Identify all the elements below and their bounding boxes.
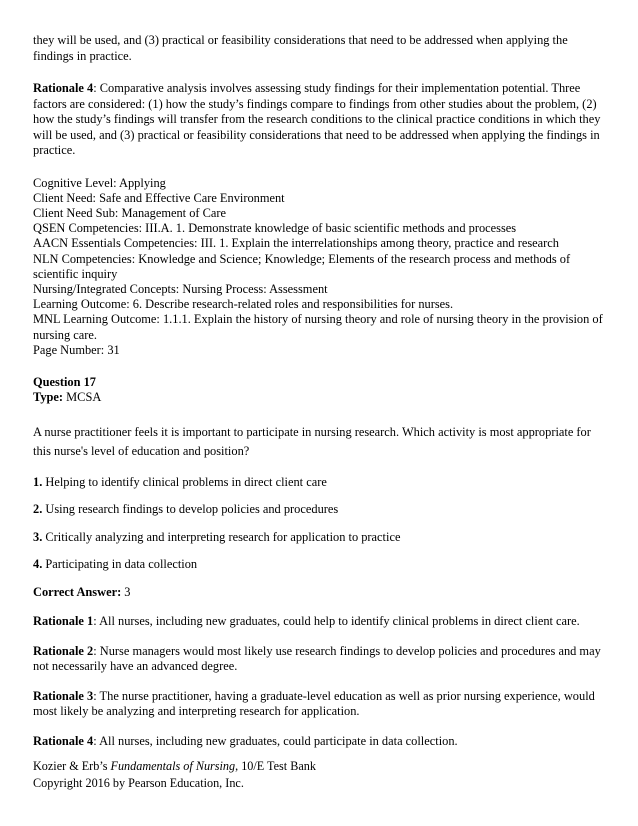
page-footer — [33, 758, 608, 792]
meta-client-need-sub: Client Need Sub: Management of Care — [33, 205, 227, 220]
footer-copyright: Copyright 2016 by Pearson Education, Inc. — [33, 776, 244, 790]
answer-options — [33, 475, 608, 573]
question-type — [33, 390, 608, 406]
answer-option-2: 2. Using research findings to develop policies and procedures — [33, 502, 339, 517]
previous-rationale-4 — [33, 81, 608, 159]
rationale-3: Rationale 3: The nurse practitioner, having a graduate-level education as well as prior nursing experience, would most likely be analyzing and interpreting research for application. — [33, 688, 595, 719]
answer-option-4: 4. Participating in data collection — [33, 557, 198, 572]
meta-nursing-concepts: Nursing/Integrated Concepts: Nursing Process: Assessment — [33, 281, 328, 296]
question-metadata — [33, 176, 608, 358]
rationale-4: Rationale 4: All nurses, including new graduates, could participate in data collection. — [33, 733, 458, 748]
question-stem: A nurse practitioner feels it is important to participate in nursing research. Which activity is most appropriate for this nurse's level of education and position? — [33, 424, 591, 458]
meta-learning-outcome: Learning Outcome: 6. Describe research-related roles and responsibilities for nurses. — [33, 297, 454, 312]
meta-mnl-outcome: MNL Learning Outcome: 1.1.1. Explain the history of nursing theory and role of nursing theory in the provision of nursing care. — [33, 312, 603, 342]
footer-book-title: Fundamentals of Nursing — [110, 759, 236, 773]
meta-client-need: Client Need: Safe and Effective Care Environment — [33, 190, 285, 205]
meta-nln: NLN Competencies: Knowledge and Science; Knowledge; Elements of the research process and methods of scientific inquiry — [33, 251, 571, 281]
rationale-2: Rationale 2: Nurse managers would most likely use research findings to develop policies and procedures and may not necessarily have an advanced degree. — [33, 643, 601, 674]
question-title: Question 17 — [33, 374, 96, 389]
answer-option-3: 3. Critically analyzing and interpreting research for application to practice — [33, 529, 401, 544]
correct-answer-value: 3 — [121, 584, 131, 599]
type-label: Type: — [33, 390, 64, 405]
correct-answer — [33, 585, 608, 601]
continued-paragraph: they will be used, and (3) practical or feasibility considerations that need to be addressed when applying the findings in practice. — [33, 33, 568, 63]
meta-aacn: AACN Essentials Competencies: III. 1. Explain the interrelationships among theory, practice and research — [33, 236, 559, 251]
meta-qsen: QSEN Competencies: III.A. 1. Demonstrate knowledge of basic scientific methods and processes — [33, 221, 517, 236]
meta-page-number: Page Number: 31 — [33, 342, 120, 357]
footer-citation: Kozier & Erb’s Fundamentals of Nursing, 10/E Test Bank — [33, 759, 316, 773]
answer-option-1: 1. Helping to identify clinical problems in direct client care — [33, 474, 327, 489]
meta-cognitive-level: Cognitive Level: Applying — [33, 175, 166, 190]
rationale-text: : Comparative analysis involves assessing study findings for their implementation potential. Three factors are considered: (1) how the study’s findings compare to findings from other studies about the problem, (2) how the study’s findings will transfer from the research conditions to the clinical practice conditions in which they will be used, and (3) practical or feasibility considerations that need to be addressed when applying the findings in practice. — [33, 81, 601, 157]
document-page — [33, 33, 608, 749]
correct-answer-label: Correct Answer: — [33, 584, 122, 599]
type-value: MCSA — [63, 390, 102, 405]
rationale-1: Rationale 1: All nurses, including new graduates, could help to identify clinical problems in direct client care. — [33, 614, 580, 629]
rationale-label: Rationale 4 — [33, 81, 94, 95]
